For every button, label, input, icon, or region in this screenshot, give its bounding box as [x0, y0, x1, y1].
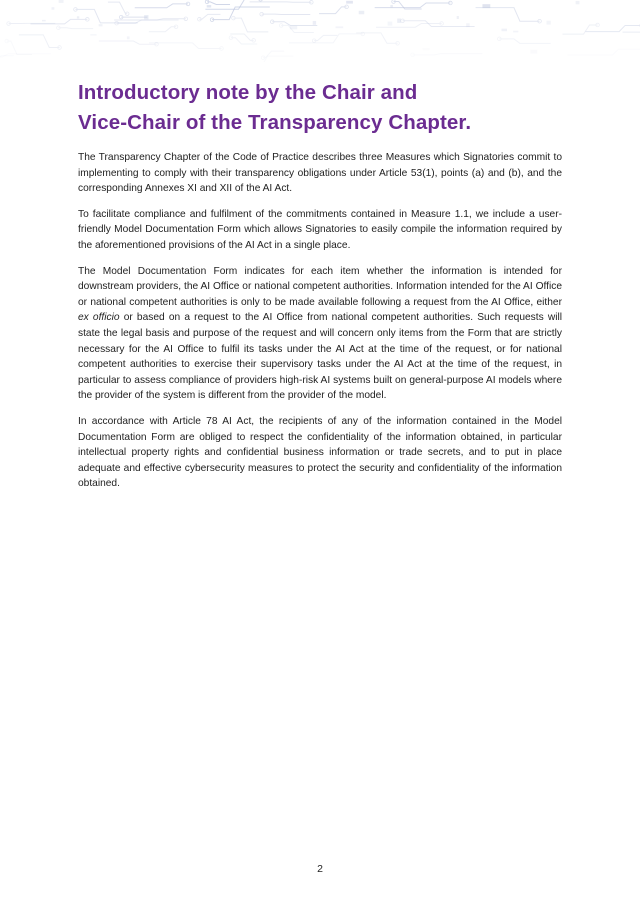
circuit-node: [346, 1, 353, 4]
paragraph-text-segment: The Model Documentation Form indicates for each item whether the information is intended for downstream providers, the AI Office or national competent authorities. Information intended for the AI Office or national competent authorities is only to be made available following a request from the AI Office, either: [78, 265, 562, 308]
circuit-trace: [356, 33, 399, 45]
circuit-trace: [249, 56, 294, 62]
circuit-node: [501, 29, 507, 32]
document-body: [78, 150, 562, 502]
page-title-line-2: Vice-Chair of the Transparency Chapter.: [78, 111, 472, 134]
circuit-trace: [5, 39, 32, 54]
circuit-node: [546, 21, 550, 25]
page-title-line-1: Introductory note by the Chair and: [78, 81, 418, 104]
circuit-trace: [19, 35, 61, 49]
circuit-node: [576, 1, 580, 4]
circuit-node: [513, 31, 518, 33]
circuit-trace: [289, 32, 365, 43]
circuit-trace: [57, 26, 94, 30]
circuit-trace: [261, 51, 284, 59]
circuit-trace: [0, 56, 14, 60]
header-circuit-decoration: [0, 0, 640, 62]
circuit-node: [127, 36, 130, 39]
circuit-node: [77, 16, 79, 18]
circuit-node: [90, 34, 96, 36]
circuit-trace: [205, 0, 230, 4]
circuit-trace: [119, 15, 147, 19]
circuit-node: [207, 5, 211, 7]
circuit-node: [313, 21, 316, 25]
circuit-trace: [99, 41, 158, 46]
circuit-trace: [319, 5, 348, 14]
circuit-node: [466, 23, 470, 27]
paragraph-text-segment: or based on a request to the AI Office from national competent authorities. Such requests will state the legal basis and purpose of the request and will concern only items from the Form that are strictly necessary for the AI Office to fulfil its tasks under the AI Act at the time of the request, or for national competent authorities to exercise their supervisory tasks under the AI Act at the time of the request, in particular to assess compliance of providers high-risk AI systems built on general-purpose AI models where the provider of the system is different from the provider of the model.: [78, 312, 562, 402]
circuit-trace: [623, 32, 640, 45]
circuit-node: [144, 15, 148, 19]
circuit-trace: [7, 22, 55, 26]
page-title: [78, 78, 578, 138]
circuit-trace: [498, 37, 551, 43]
paragraph-confidentiality: In accordance with Article 78 AI Act, the recipients of any of the information contained in the Model Documentation Form are obliged to respect the confidentiality of the information obtained, in particular intellectual property rights and confidential business information or trade secrets, and to put in place adequate and effective cybersecurity measures to protect the security and confidentiality of the information obtained.: [78, 415, 562, 490]
circuit-node: [482, 4, 490, 8]
circuit-trace: [411, 53, 483, 57]
circuit-trace: [270, 20, 317, 25]
circuit-node: [59, 0, 64, 3]
circuit-trace: [135, 2, 190, 8]
circuit-node: [51, 7, 54, 9]
circuit-trace: [401, 19, 475, 26]
circuit-trace: [260, 12, 310, 16]
circuit-node: [42, 20, 46, 22]
circuit-trace: [149, 43, 223, 50]
circuit-trace: [232, 16, 269, 32]
circuit-node: [397, 19, 401, 23]
page-number: 2: [317, 863, 323, 875]
circuit-node: [336, 26, 344, 28]
circuit-trace: [562, 23, 599, 34]
circuit-node: [99, 24, 103, 26]
circuit-node: [388, 22, 393, 26]
circuit-trace: [375, 1, 452, 7]
circuit-trace: [149, 25, 178, 32]
circuit-trace: [476, 8, 542, 23]
circuit-node: [422, 48, 429, 50]
paragraph-transparency-chapter: The Transparency Chapter of the Code of Practice describes three Measures which Signatories commit to implementing to comply with their transparency obligations under Article 53(1), points (a) and (b), and the corresponding Annexes XI and XII of the AI Act.: [78, 152, 562, 195]
paragraph-italic-term: ex officio: [78, 312, 120, 324]
paragraph-model-documentation-form: To facilitate compliance and fulfilment of the commitments contained in Measure 1.1, we include a user-friendly Model Documentation Form which allows Signatories to easily compile the information required by the aforementioned provisions of the AI Act in a single place.: [78, 208, 562, 251]
paragraph-information-recipients: [78, 264, 562, 404]
circuit-node: [359, 11, 365, 14]
circuit-node: [530, 50, 537, 54]
circuit-pattern-graphic: [0, 0, 640, 62]
circuit-trace: [108, 2, 129, 15]
circuit-node: [290, 26, 297, 30]
circuit-node: [457, 16, 459, 19]
circuit-node: [390, 5, 393, 7]
circuit-trace: [568, 47, 640, 55]
